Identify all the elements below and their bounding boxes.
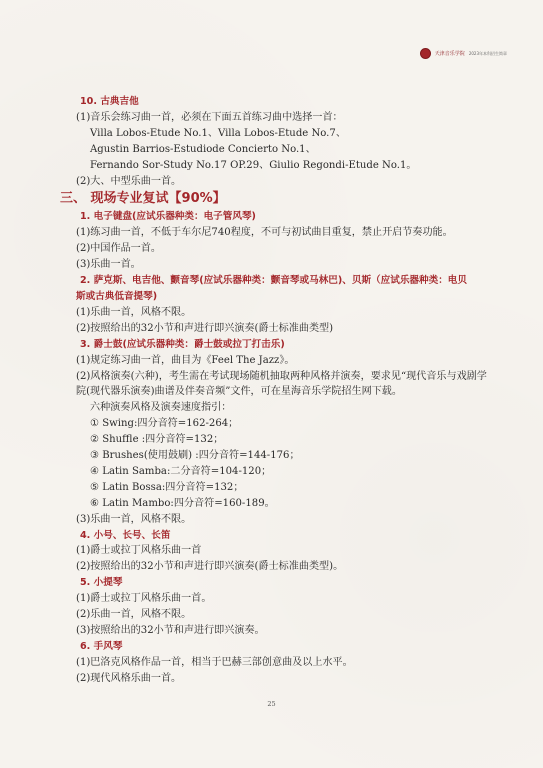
list-item: (1)练习曲一首，不低于车尔尼740程度，不可与初试曲目重复，禁止开启节奏功能。 — [76, 227, 453, 239]
heading-brass: 4. 小号、长号、长笛 — [80, 529, 171, 541]
list-item: (1)规定练习曲一首，曲目为《Feel The Jazz》。 — [76, 354, 295, 366]
style-item: ① Swing:四分音符=162-264； — [90, 418, 239, 430]
list-item: 六种演奏风格及演奏速度指引： — [90, 402, 232, 414]
main-content — [60, 94, 491, 687]
list-item: Agustin Barrios-Estudiode Concierto No.1、 — [90, 143, 316, 155]
list-item: (2)按照给出的32小节和声进行即兴演奏(爵士标准曲类型)。 — [76, 561, 344, 573]
list-item: (2)乐曲一首，风格不限。 — [76, 609, 192, 621]
list-item: (1)爵士或拉丁风格乐曲一首 — [76, 545, 202, 557]
style-item: ③ Brushes(使用鼓刷) :四分音符=144-176； — [90, 450, 300, 462]
list-item: (3)乐曲一首。 — [76, 259, 141, 271]
list-item: (2)大、中型乐曲一首。 — [76, 175, 182, 187]
heading-accordion: 6. 手风琴 — [80, 640, 123, 652]
school-seal-icon — [420, 48, 431, 59]
list-item: (2)中国作品一首。 — [76, 243, 161, 255]
heading-sax-guitar-bass-cont: 斯或古典低音提琴) — [76, 290, 158, 302]
section-heading: 三、 现场专业复试【90%】 — [60, 191, 226, 207]
heading-classical-guitar: 10. 古典吉他 — [80, 96, 139, 107]
heading-violin: 5. 小提琴 — [80, 577, 123, 589]
style-item: ② Shuffle :四分音符=132； — [90, 434, 224, 446]
page-number: 25 — [267, 700, 276, 708]
header-year: 2023年本科招生简章 — [468, 50, 507, 56]
list-item: 院(现代器乐演奏)曲谱及伴奏音频”文件，可在星海音乐学院招生网下载。 — [76, 386, 402, 398]
header-brand: 天津音乐学院 — [434, 51, 465, 57]
list-item: (3)按照给出的32小节和声进行即兴演奏。 — [76, 625, 265, 636]
heading-electronic-keyboard: 1. 电子键盘(应试乐器种类：电子管风琴) — [80, 211, 256, 223]
list-item: Fernando Sor-Study No.17 OP.29、Giulio Regondi-Etude No.1。 — [90, 159, 417, 171]
style-item: ⑤ Latin Bossa:四分音符=132； — [90, 481, 244, 493]
list-item: (1)音乐会练习曲一首，必须在下面五首练习曲中选择一首： — [76, 111, 343, 123]
heading-sax-guitar-bass: 2. 萨克斯、电吉他、颤音琴(应试乐器种类：颤音琴或马林巴)、贝斯（应试乐器种类：电贝 — [80, 275, 467, 287]
list-item: (1)巴洛克风格作品一首，相当于巴赫三部创意曲及以上水平。 — [76, 656, 353, 668]
list-item: (1)乐曲一首，风格不限。 — [76, 306, 192, 318]
style-item: ⑥ Latin Mambo:四分音符=160-189。 — [90, 497, 275, 509]
list-item: (2)现代风格乐曲一首。 — [76, 672, 182, 684]
list-item: (2)按照给出的32小节和声进行即兴演奏(爵士标准曲类型) — [76, 322, 334, 334]
list-item: (1)爵士或拉丁风格乐曲一首。 — [76, 593, 212, 605]
heading-jazz-drum: 3. 爵士鼓(应试乐器种类：爵士鼓或拉丁打击乐) — [80, 338, 285, 350]
page-header — [420, 48, 507, 59]
style-item: ④ Latin Samba:二分音符=104-120； — [90, 465, 272, 477]
list-item: (2)风格演奏(六种)，考生需在考试现场随机抽取两种风格并演奏，要求见“现代音乐与戏剧学 — [76, 370, 487, 382]
list-item: Villa Lobos-Etude No.1、Villa Lobos-Etude No.7、 — [90, 127, 346, 139]
list-item: (3)乐曲一首，风格不限。 — [76, 513, 192, 525]
